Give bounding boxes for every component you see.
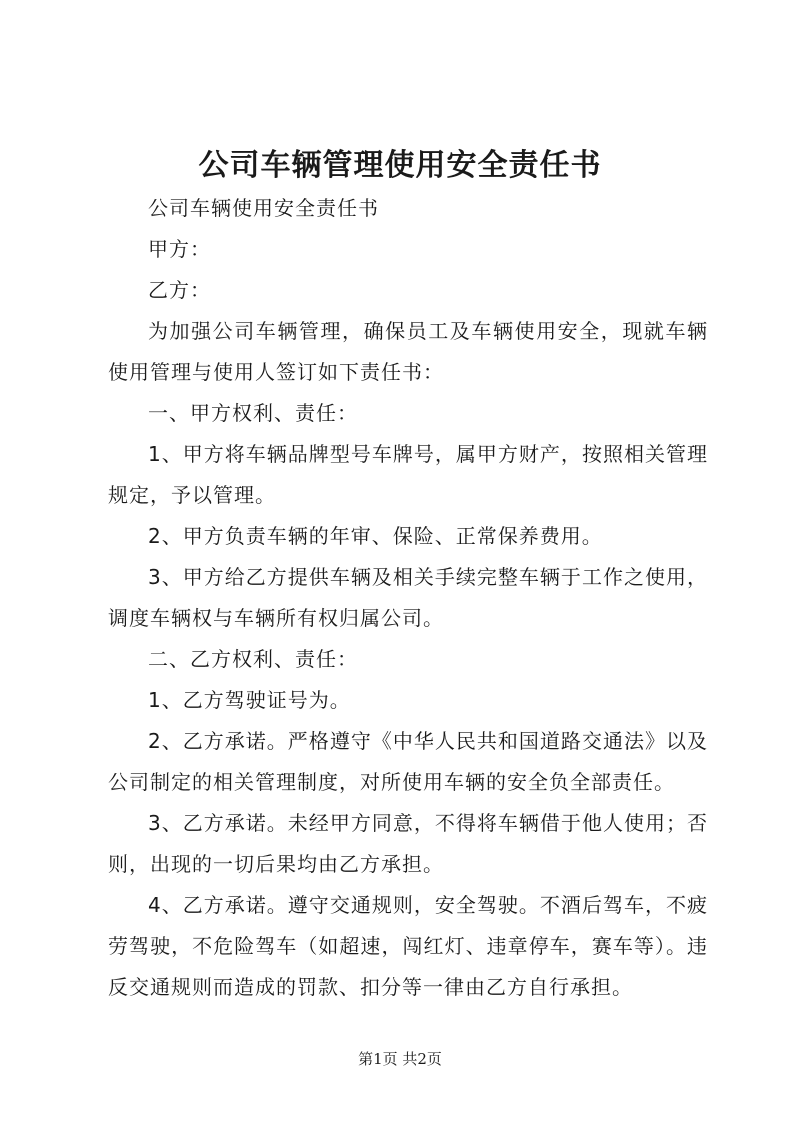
page-number-footer: 第1页 共2页	[358, 1050, 442, 1068]
paragraph-subtitle: 公司车辆使用安全责任书	[148, 196, 379, 220]
paragraph-party-a: 甲方：	[148, 237, 211, 261]
paragraph-b-3: 3、乙方承诺。未经甲方同意，不得将车辆借于他人使用；否则，出现的一切后果均由乙方承担。	[108, 811, 708, 876]
document-body	[108, 188, 708, 1008]
paragraph-b-4: 4、乙方承诺。遵守交通规则，安全驾驶。不酒后驾车，不疲劳驾驶，不危险驾车（如超速，闯红灯、违章停车，赛车等）。违反交通规则而造成的罚款、扣分等一律由乙方自行承担。	[108, 893, 708, 999]
paragraph-b-2: 2、乙方承诺。严格遵守《中华人民共和国道路交通法》以及公司制定的相关管理制度，对所使用车辆的安全负全部责任。	[108, 729, 708, 794]
paragraph-a-1: 1、甲方将车辆品牌型号车牌号，属甲方财产，按照相关管理规定，予以管理。	[108, 442, 708, 507]
paragraph-party-b: 乙方：	[148, 278, 211, 302]
document-title: 公司车辆管理使用安全责任书	[198, 148, 602, 183]
paragraph-intro: 为加强公司车辆管理，确保员工及车辆使用安全，现就车辆使用管理与使用人签订如下责任书：	[108, 319, 708, 384]
section-heading-party-b: 二、乙方权利、责任：	[148, 647, 358, 671]
paragraph-a-3: 3、甲方给乙方提供车辆及相关手续完整车辆于工作之使用，调度车辆权与车辆所有权归属公司。	[108, 565, 708, 630]
paragraph-a-2: 2、甲方负责车辆的年审、保险、正常保养费用。	[148, 524, 603, 548]
section-heading-party-a: 一、甲方权利、责任：	[148, 401, 358, 425]
paragraph-b-1: 1、乙方驾驶证号为。	[148, 688, 351, 712]
